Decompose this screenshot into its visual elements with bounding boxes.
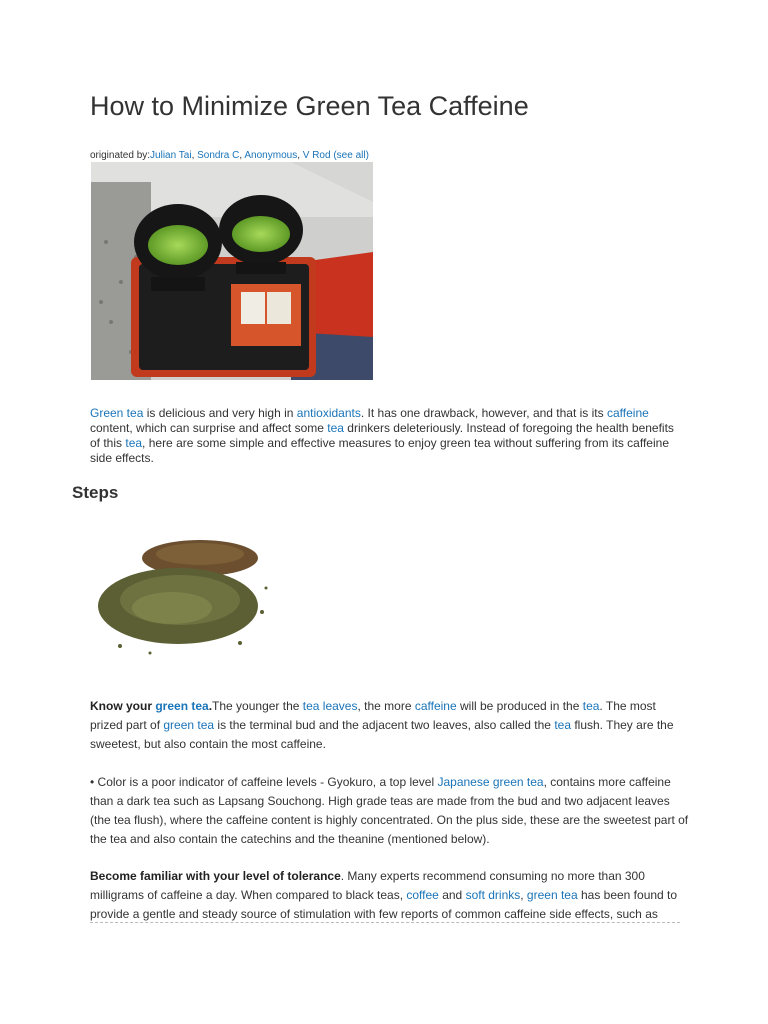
steps-heading: Steps <box>72 483 119 502</box>
coffee-link[interactable]: coffee <box>406 888 439 902</box>
tea-leaves-link[interactable]: tea leaves <box>302 699 358 713</box>
intro-text: drinkers deleteriously. Instead of foregoing the health benefits of this <box>90 421 674 450</box>
intro-paragraph <box>90 406 680 466</box>
intro-text: is delicious and very high in <box>143 406 297 420</box>
tea-link[interactable]: tea <box>554 718 571 732</box>
intro-text: content, which can surprise and affect some <box>90 421 328 435</box>
author-link[interactable]: Sondra C <box>197 150 240 161</box>
step-2-title: Become familiar with your level of tolerance <box>90 869 341 883</box>
step-1-note-paragraph <box>90 773 690 849</box>
intro-text: . It has one drawback, however, and that is its <box>360 406 607 420</box>
page-title: How to Minimize Green Tea Caffeine <box>90 91 529 121</box>
step-1-paragraph <box>90 697 690 754</box>
page-break-divider <box>90 922 680 923</box>
green-tea-link[interactable]: green tea <box>155 699 209 713</box>
intro-text: , here are some simple and effective measures to enjoy green tea without suffering from its caffeine side effects. <box>90 436 669 465</box>
step-text: , <box>520 888 527 902</box>
caffeine-link[interactable]: caffeine <box>414 699 457 713</box>
step-text: and <box>438 888 466 902</box>
green-tea-link[interactable]: green tea <box>526 888 578 902</box>
step-text: , contains more caffeine than a dark tea such as Lapsang Souchong. High grade teas are made from the bud and two adjacent leaves (the tea flush), where the caffeine content is highly concentrated. On the plus side, these are the sweetest part of the tea and also contain the catechins and the theanine (mentioned below). <box>90 775 689 846</box>
step-text: . Many experts recommend consuming no more than 300 milligrams of caffeine a day. When compared to black teas, <box>90 869 645 902</box>
author-link[interactable]: Julian Tai <box>150 150 192 161</box>
step-text: will be produced in the <box>456 699 583 713</box>
matcha-tea-photo <box>91 162 373 380</box>
caffeine-link[interactable]: caffeine <box>606 406 649 420</box>
step-text: , the more <box>357 699 415 713</box>
step-2-paragraph <box>90 867 690 924</box>
step-text: The younger the <box>212 699 303 713</box>
soft-drinks-link[interactable]: soft drinks <box>465 888 521 902</box>
byline: originated by:Julian Tai, Sondra C, Anonymous, V Rod (see all) <box>90 150 369 161</box>
step-text: is the terminal bud and the adjacent two leaves, also called the <box>214 718 555 732</box>
step-text: . The most prized part of <box>90 699 656 732</box>
japanese-green-tea-link[interactable]: Japanese green tea <box>437 775 544 789</box>
tea-link[interactable]: tea <box>125 436 143 450</box>
step-text: • Color is a poor indicator of caffeine levels - Gyokuro, a top level <box>90 775 438 789</box>
loose-tea-leaves-photo <box>90 528 280 668</box>
see-all-authors-link[interactable]: (see all) <box>333 150 369 161</box>
tea-link[interactable]: tea <box>327 421 344 435</box>
byline-prefix: originated by: <box>90 150 151 161</box>
green-tea-link[interactable]: green tea <box>163 718 215 732</box>
author-link[interactable]: V Rod <box>302 150 331 161</box>
step-text: has been found to provide a gentle and steady source of stimulation with few reports of common caffeine side effects, such as <box>90 888 678 921</box>
green-tea-link[interactable]: Green tea <box>90 406 144 420</box>
step-1-title: Know your green tea. <box>90 699 213 713</box>
step-text: flush. They are the sweetest, but also contain the most caffeine. <box>90 718 674 751</box>
tea-link[interactable]: tea <box>582 699 600 713</box>
antioxidants-link[interactable]: antioxidants <box>296 406 361 420</box>
author-link[interactable]: Anonymous <box>244 150 298 161</box>
